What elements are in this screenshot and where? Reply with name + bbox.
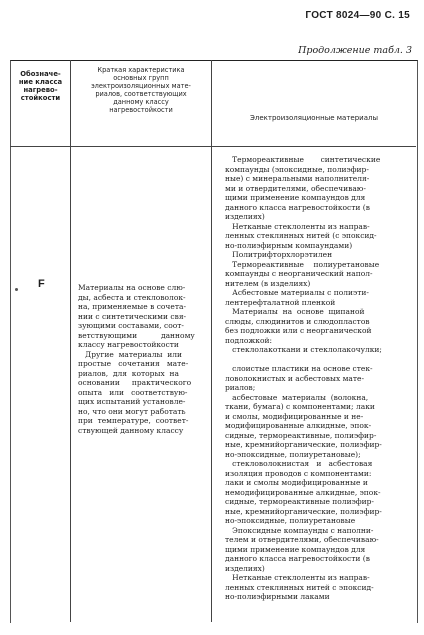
material-line: модифицированные алкидные, эпок- [225, 421, 372, 430]
material-line: Материалы на основе щипаной [225, 307, 365, 316]
header-material-groups: Краткая характеристика основных групп электроизоляционных мате- риалов, соответствующих данному классу нагревостойкости [91, 66, 191, 114]
material-line: изделиях) [225, 212, 265, 221]
table-continuation-label: Продолжение табл. 3 [298, 45, 412, 56]
characteristic-line: ды, асбеста и стекловолок- [78, 292, 186, 302]
material-line: нителем (в изделиях) [225, 278, 311, 288]
material-line: лаки и смолы модифицированные и [225, 478, 368, 487]
material-line: но-эпоксидные, полиуретановые); [225, 449, 361, 459]
column-divider-2 [211, 60, 212, 622]
material-line: компаунды с неорганический напол- [225, 269, 373, 278]
material-line: ловолокнистых и асбестовых мате- [225, 373, 365, 383]
material-line: изоляция проводов с компонентами: [225, 468, 372, 478]
material-line: Нетканые стеклоленты из направ- [225, 573, 370, 582]
materials-list-text [225, 155, 382, 602]
characteristic-line: Материалы на основе слю- [78, 283, 186, 292]
characteristic-line: но, что они могут работать [78, 406, 186, 416]
characteristic-line: зующими составами, соот- [78, 321, 184, 330]
material-line: но-полиэфирным компаундами) [225, 240, 353, 250]
material-line: щими применение компаундов для [225, 544, 366, 554]
material-line: Термореактивные синтетические [225, 155, 381, 164]
characteristic-line: ствующей данному классу [78, 425, 184, 435]
characteristic-line: нии с синтетическими свя- [78, 311, 187, 321]
column-divider-1 [70, 60, 71, 622]
material-line: сидные, термореактивные полиэфир- [225, 497, 374, 506]
material-line: стекловолокнистая и асбестовая [225, 459, 373, 468]
material-line [225, 355, 382, 365]
material-line: ми и отвердителями, обеспечиваю- [225, 183, 366, 193]
header-class-designation: Обозначе- ние класса нагрево- стойкости [18, 70, 63, 102]
material-line: ленных стеклянных нитей (с эпоксид- [225, 231, 377, 240]
material-line: компаунды (эпоксидные, полиэфир- [225, 164, 369, 174]
margin-dot [15, 288, 18, 291]
material-line: ные) с минеральными наполнителя- [225, 174, 370, 183]
material-line: изделиях) [225, 563, 265, 573]
material-line: без подложки или с неорганической [225, 326, 372, 335]
header-separator [10, 146, 416, 147]
material-line: Политрифторхлорэтилен [225, 250, 333, 259]
material-line: Асбестовые материалы с полиэти- [225, 288, 369, 297]
material-line: Термореактивные полиуретановые [225, 259, 380, 269]
material-line: данного класса нагревостойкости (в [225, 554, 370, 563]
characteristic-line: классу нагревостойкости [78, 340, 179, 349]
page-header: ГОСТ 8024—90 С. 15 [305, 10, 410, 21]
material-line: ные, кремнийорганические, полиэфир- [225, 506, 382, 516]
characteristic-line: основании практического [78, 378, 192, 387]
material-line: щими применение компаундов для [225, 193, 366, 202]
material-line: но-эпоксидные, полиуретановые [225, 516, 356, 525]
material-line: лентерефталатной пленкой [225, 297, 336, 307]
characteristic-line: на, применяемые в сочета- [78, 302, 186, 311]
material-line: слоистые пластики на основе стек- [225, 364, 373, 373]
characteristic-line: риалов, для которых на [78, 368, 179, 378]
material-line: асбестовые материалы (волокна, [225, 392, 369, 402]
class-characteristic-text [78, 283, 195, 435]
material-line: данного класса нагревостойкости (в [225, 202, 370, 212]
material-line: ные, кремнийорганические, полиэфир- [225, 440, 382, 449]
material-line: риалов; [225, 383, 256, 392]
characteristic-line: опыта или соответствую- [78, 387, 188, 397]
characteristic-line: при температуре, соответ- [78, 416, 189, 425]
heat-class-label: F [38, 278, 45, 290]
material-line: стеклолакоткани и стеклолакочулки; [225, 345, 382, 354]
material-line: ткани, бумага) с компонентами; лаки [225, 402, 375, 411]
characteristic-line: Другие материалы или [78, 349, 183, 359]
material-line: но-полиэфирными лаками [225, 592, 330, 601]
characteristic-line: щих испытаний установле- [78, 397, 186, 406]
characteristic-line: простые сочетания мате- [78, 359, 189, 368]
characteristic-line: ветствующими данному [78, 330, 195, 340]
material-line: сидные, термореактивные, полиэфир- [225, 430, 377, 440]
material-line: Нетканые стеклоленты из направ- [225, 221, 370, 231]
material-line: Эпоксидные компаунды с наполни- [225, 525, 374, 535]
material-line: ленных стеклянных нитей с эпоксид- [225, 582, 374, 592]
material-line: и смолы, модифицированные и не- [225, 411, 364, 421]
header-materials: Электроизоляционные материалы [250, 114, 378, 122]
material-line: слюды, слюдинитов и слюдопластов [225, 316, 370, 326]
material-line: подложкой: [225, 335, 273, 345]
material-line: немодифицированные алкидные, эпок- [225, 487, 381, 497]
material-line: телем и отвердителями, обеспечиваю- [225, 535, 379, 544]
